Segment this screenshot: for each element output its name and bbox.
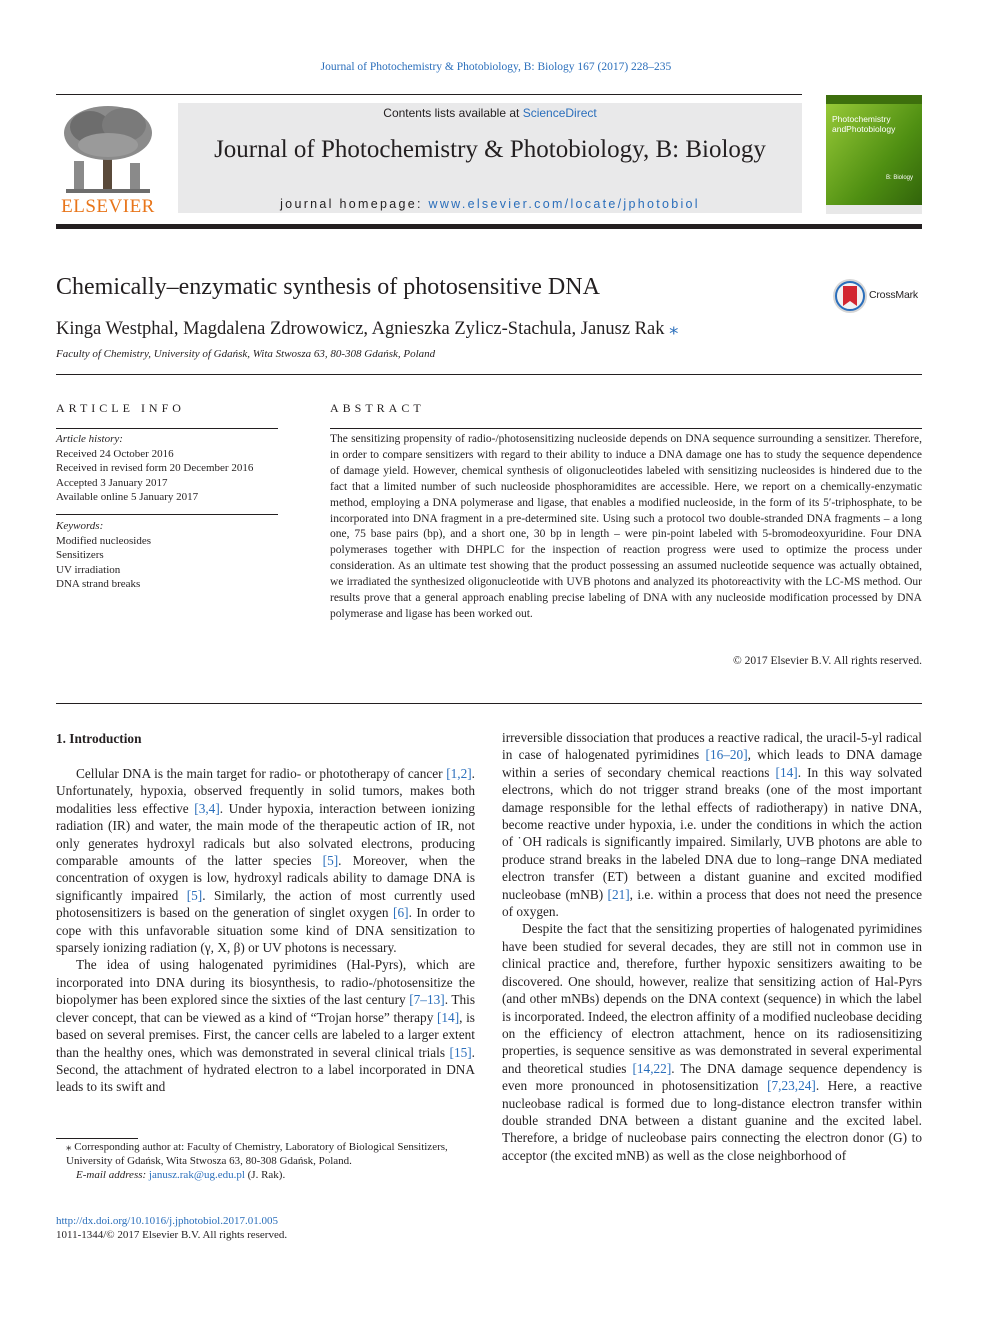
citation-link[interactable]: [7,23,24]	[767, 1078, 816, 1094]
header-rule	[56, 94, 802, 95]
citation-link[interactable]: [14]	[436, 1009, 460, 1025]
text-run: , which leads to DNA damage within a series of secondary chemical reactions	[502, 747, 923, 780]
cover-title	[832, 114, 895, 134]
journal-cover-icon	[826, 95, 922, 214]
homepage-link[interactable]: www.elsevier.com/locate/jphotobiol	[428, 197, 700, 211]
text-run: Cellular DNA is the main target for radio- or phototherapy of cancer	[76, 766, 447, 781]
elsevier-logo[interactable]	[56, 101, 160, 217]
text-run: Despite the fact that the sensitizing properties of halogenated pyrimidines have been studied for several decades, they are still not in common use in clinical practice and, therefore, further hypoxic sensitizers awaiting to be discovered. One should, however, realize that sensitizing action of Hal-Pyrs (and other mNBs) depends on the DNA context (sequence) in which the label is incorporated. Indeed, the electron affinity of a modified nucleobase deciding on the efficiency of electron attachment, hence on its radiosensitizing properties, is sequence sensitive as was demonstrated in several experimental and theoretical studies	[502, 921, 922, 1076]
text-run: . In this way solvated electrons, which do not trigger strand breaks (one of the most important damage responsible for the lethal effects of radiotherapy) in native DNA, become reactive under hypoxia, i.e. under the conditions in which the action of ˙OH radicals is significantly impaired. Similarly, UVB photons are able to produce strand breaks in the labeled DNA due to long–range DNA mediated electron transfer (ET) between a distant guanine and excited modified nucleobase (mNB)	[502, 764, 922, 902]
body-column-right	[502, 729, 922, 1164]
history-label: Article history:	[56, 433, 123, 445]
paragraph	[502, 920, 922, 1164]
text-run: , is based on several premises. First, the cancer cells are labeled to a larger extent than the healthy ones, which was demonstrated in several clinical trials	[56, 1009, 475, 1060]
text-run: . Moreover, when the concentration of oxygen is low, hydroxyl radicals ability to damage DNA is significantly impaired	[56, 853, 476, 903]
issn-line: 1011-1344/© 2017 Elsevier B.V. All rights reserved.	[56, 1229, 288, 1241]
text-run: . The DNA damage sequence dependency is even more pronounced in photosensitization	[502, 1060, 923, 1094]
citation-link[interactable]: [3,4]	[194, 800, 220, 816]
citation-link[interactable]: [7–13]	[409, 992, 445, 1008]
corresponding-author-note: ⁎ Corresponding author at: Faculty of Chemistry, Laboratory of Biological Sensitizers, University of Gdańsk, Wita Stwosza 63, 80-308 Gdańsk, Poland.	[66, 1141, 448, 1167]
citation-link[interactable]: [14]	[775, 764, 798, 780]
citation-link[interactable]: [6]	[393, 905, 409, 921]
citation-link[interactable]: [5]	[322, 853, 339, 869]
keywords	[56, 519, 151, 592]
keyword-item: Sensitizers	[56, 549, 104, 562]
journal-title: Journal of Photochemistry & Photobiology, B: Biology	[214, 136, 766, 163]
history-online: Available online 5 January 2017	[56, 491, 199, 504]
doi-link[interactable]: http://dx.doi.org/10.1016/j.jphotobiol.2017.01.005	[56, 1215, 278, 1227]
title-rule	[56, 374, 922, 375]
abstract-end-rule	[56, 703, 922, 704]
keyword-item: Modified nucleosides	[56, 534, 152, 547]
section-heading-introduction: 1. Introduction	[56, 731, 142, 746]
history-revised: Received in revised form 20 December 2016	[56, 462, 254, 475]
text-run: irreversible dissociation that produces a reactive radical, the uracil-5-yl radical in case of halogenated pyrimidines	[502, 730, 922, 763]
citation-link[interactable]: [1,2]	[446, 766, 472, 781]
citation-link[interactable]: [21]	[607, 886, 630, 902]
homepage-label: journal homepage:	[280, 197, 429, 211]
email-link[interactable]: janusz.rak@ug.edu.pl	[148, 1169, 245, 1181]
footnote-rule	[56, 1138, 138, 1139]
header-thick-rule	[56, 224, 922, 229]
text-run: The idea of using halogenated pyrimidines (Hal-Pyrs), which are incorporated into DNA during its biosynthesis, to radio-/photosensitize the biopolymer has been explored since the sixties of the last century	[56, 957, 475, 1008]
text-run: . Under hypoxia, interaction between ionizing radiation (IR) and water, the main mode of the therapeutic action of IR, not only generates hydroxyl radicals but also solvated electrons, producing comparable amounts of the latter species	[56, 800, 475, 869]
article-info-heading: ARTICLE INFO	[56, 401, 185, 415]
abstract-rule	[330, 428, 922, 429]
email-label: E-mail address:	[76, 1169, 149, 1181]
contents-prefix: Contents lists available at	[383, 106, 523, 120]
cover-title-line2: andPhotobiology	[832, 124, 896, 134]
author-list	[56, 318, 678, 340]
history-accepted: Accepted 3 January 2017	[56, 476, 168, 489]
history-received: Received 24 October 2016	[56, 447, 174, 460]
crossmark-label: CrossMark	[869, 289, 918, 301]
text-run: . Here, a reactive nucleobase radical is formed due to long-distance electron transfer within double stranded DNA between a distant guanine and the excited label. Therefore, a bridge of nucleobase pairs connecting the electron donor (G) to acceptor (the excited mNB) as well as the close neighborhood of	[502, 1078, 922, 1163]
text-run: . In order to cope with this unfavorable situation some kind of DNA sensitization to sparsely ionizing radiation (γ, X, β) or UV photons is necessary.	[56, 905, 475, 956]
author-names: Kinga Westphal, Magdalena Zdrowowicz, Agnieszka Zylicz-Stachula, Janusz Rak	[56, 319, 665, 339]
citation-link[interactable]: [16–20]	[705, 747, 748, 763]
article-title: Chemically–enzymatic synthesis of photosensitive DNA	[56, 274, 600, 300]
article-info-rule	[56, 428, 278, 429]
body-column-left	[56, 765, 475, 1096]
keywords-label: Keywords:	[56, 520, 104, 532]
abstract-text: The sensitizing propensity of radio-/photosensitizing nucleoside depends on DNA sequence surrounding a sensitizer. Therefore, in order to compare sensitizers with regard to their ability to induce a DNA damage one has to study the sequence dependence of damage yield. However, chemical synthesis of oligonucleotides labeled with sensitizing nucleosides is hindered due to the fact that a limited number of such nucleoside phosphoramidites are accessible. Here, we report on a chemically-enzymatic method, employing a DNA polymerase and ligase, that enables a modified nucleoside, in the form of its 5′-triphosphate, to be incorporated into DNA fragment in a pre-determined site. Using such a protocol two double-stranded DNA fragments – a long one, 75 base pairs (bp), and a short one, 30 bp in length – were pin-point labeled with 5-bromodeoxyuridine. Four DNA polymerases together with DHPLC for the inspection of reaction progress were used to optimize the process under consideration. As an ultimate test showing that the product possessing an assumed nucleotide sequence was actually obtained, we irradiated the synthesized oligonucleotide with UVB photons and analyzed its photoreactivity with the LC-MS method. Our results prove that a general approach enabling precise labeling of DNA with any nucleoside modification processed by DNA polymerase and ligase has been worked out.	[330, 433, 922, 620]
keyword-item: UV irradiation	[56, 563, 121, 576]
citation-link[interactable]: [14,22]	[632, 1060, 672, 1076]
keywords-rule	[56, 514, 278, 515]
footnote	[56, 1140, 476, 1182]
email-suffix: (J. Rak).	[244, 1169, 286, 1181]
text-run: . This clever concept, that can be viewed as a kind of “Trojan horse” therapy	[56, 992, 475, 1025]
cover-title-line1: Photochemistry	[832, 114, 891, 124]
sciencedirect-link[interactable]: ScienceDirect	[522, 106, 597, 120]
text-run: . Similarly, the action of most currently used photosensitizers is based on the generation of singlet oxygen	[56, 887, 475, 921]
article-history	[56, 432, 253, 505]
text-run: , i.e. within a process that does not need the presence of oxygen.	[502, 886, 922, 920]
citation-link[interactable]: [15]	[449, 1044, 472, 1060]
text-run: . Second, the attachment of hydrated electron to a label incorporated in DNA leads to its swift and	[56, 1044, 475, 1095]
affiliation: Faculty of Chemistry, University of Gdańsk, Wita Stwosza 63, 80-308 Gdańsk, Poland	[56, 348, 436, 360]
text-run: . Unfortunately, hypoxia, observed frequently in solid tumors, makes both modalities less effective	[56, 766, 475, 816]
crossmark-badge[interactable]	[832, 278, 924, 314]
contents-line	[178, 106, 802, 120]
journal-cover-image[interactable]	[826, 95, 922, 214]
abstract-heading: ABSTRACT	[330, 401, 425, 415]
citation-link[interactable]: [5]	[186, 887, 203, 903]
keyword-item: DNA strand breaks	[56, 578, 141, 591]
cover-subtitle: B: Biology	[886, 175, 914, 181]
corresponding-author-mark[interactable]: ⁎	[669, 319, 679, 339]
elsevier-wordmark: ELSEVIER	[61, 196, 155, 217]
paragraph	[502, 729, 922, 920]
paragraph	[56, 765, 475, 956]
email-line	[56, 1168, 476, 1182]
journal-homepage	[178, 197, 802, 211]
journal-citation-link[interactable]: Journal of Photochemistry & Photobiology, B: Biology 167 (2017) 228–235	[320, 61, 672, 73]
crossmark-icon	[832, 278, 868, 314]
abstract-copyright: © 2017 Elsevier B.V. All rights reserved.	[733, 655, 922, 667]
paragraph	[56, 956, 475, 1095]
doi-block	[56, 1214, 287, 1242]
